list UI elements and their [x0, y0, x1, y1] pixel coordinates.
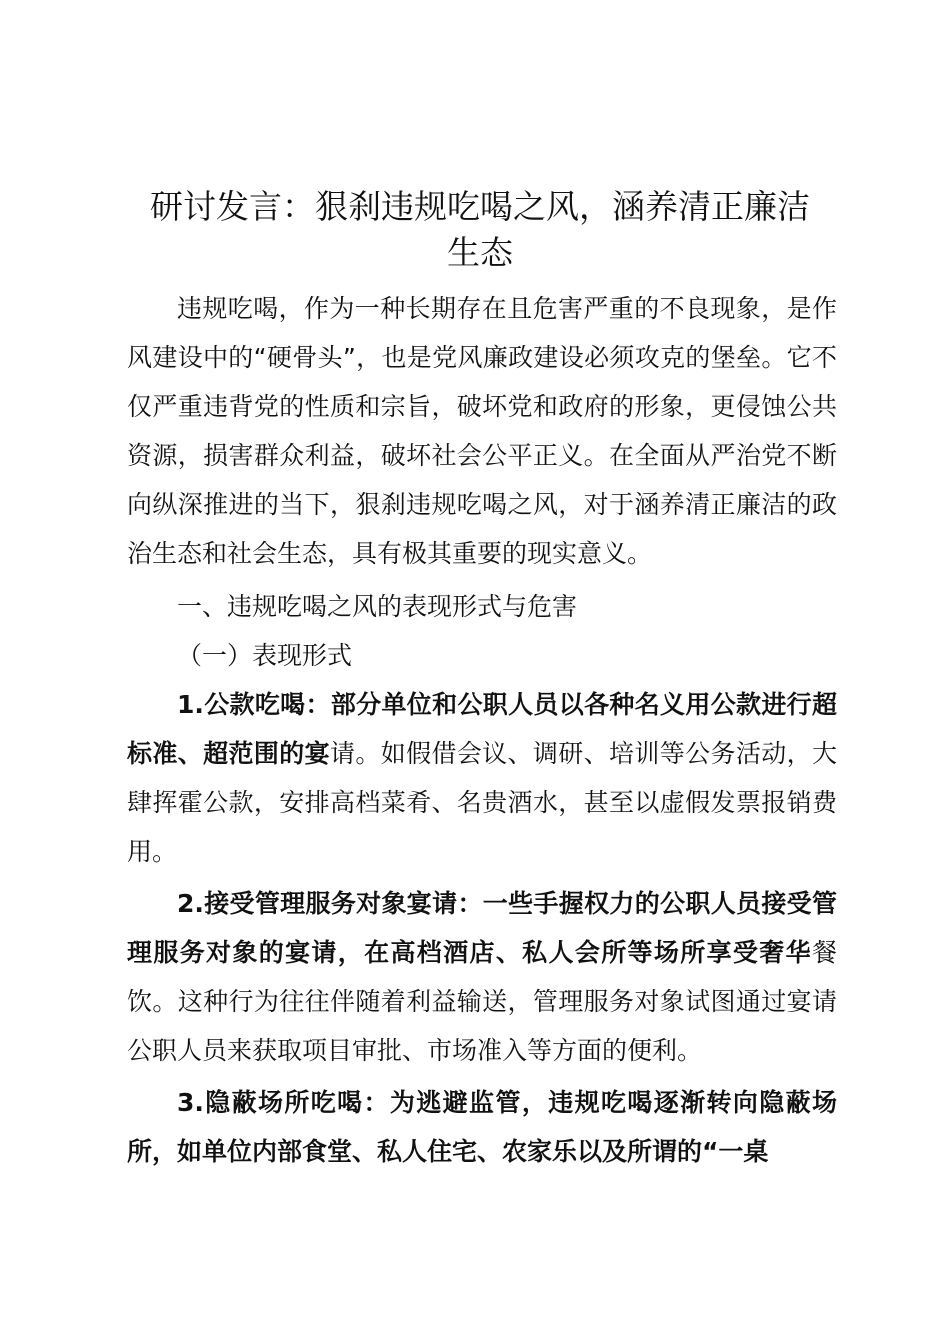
item-1-heading: 1.公款吃喝：部分单位和公职人员以各种名义用公款进行超标准、超范围的宴 [127, 690, 837, 768]
item-2-text: 餐饮。这种行为往往伴随着利益输送，管理服务对象试图通过宴请公职人员来获取项目审批、市场准入等方面的便利。 [127, 938, 837, 1065]
item-1-text: 请。如假借会议、调研、培训等公务活动，大肆挥霍公款，安排高档菜肴、名贵酒水，甚至以虚假发票报销费用。 [127, 739, 837, 866]
section-heading-1: 一、违规吃喝之风的表现形式与危害 [177, 592, 578, 621]
subsection-heading-1: （一）表现形式 [177, 641, 353, 670]
title-line-1: 研讨发言：狠刹违规吃喝之风，涵养清正廉洁 [150, 187, 810, 226]
intro-paragraph: 违规吃喝，作为一种长期存在且危害严重的不良现象，是作风建设中的“硬骨头”，也是党风廉政建设必须攻克的堡垒。它不仅严重违背党的性质和宗旨，破坏党和政府的形象，更侵蚀公共资源，损害群众利益，破坏社会公平正义。在全面从严治党不断向纵深推进的当下，狠刹违规吃喝之风，对于涵养清正廉洁的政治生态和社会生态，具有极其重要的现实意义。 [127, 294, 837, 568]
item-2-heading: 2.接受管理服务对象宴请：一些手握权力的公职人员接受管理服务对象的宴请，在高档酒店、私人会所等场所享受奢华 [127, 889, 837, 967]
item-3-heading: 3.隐蔽场所吃喝：为逃避监管，违规吃喝逐渐转向隐蔽场所，如单位内部食堂、私人住宅、农家乐以及所谓的“一桌 [127, 1088, 837, 1166]
item-2-paragraph [127, 879, 837, 1075]
item-3-paragraph [127, 1078, 837, 1176]
document-title [110, 184, 850, 276]
item-1-paragraph [127, 680, 837, 876]
title-line-2: 生态 [447, 233, 513, 272]
